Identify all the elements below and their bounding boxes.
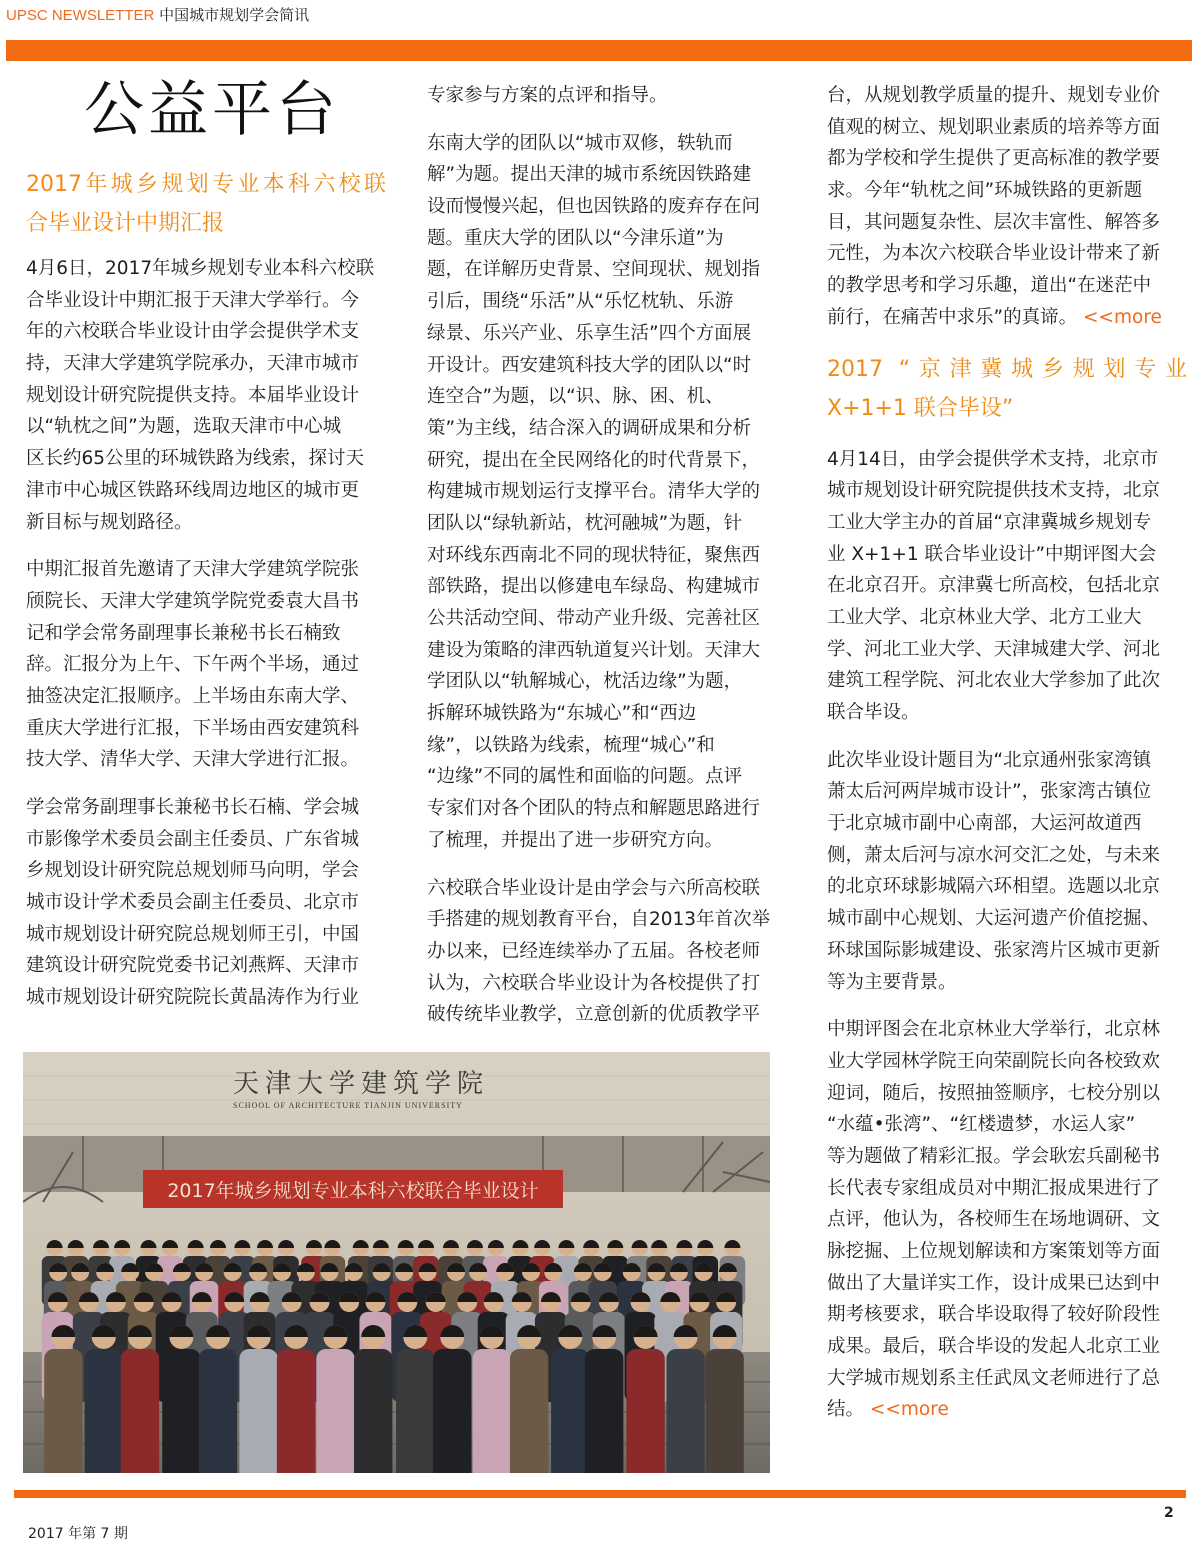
article1-col3_lines-line: 台，从规划教学质量的提升、规划专业价 [827,85,1161,106]
article2-lines-line: 侧，萧太后河与凉水河交汇之处，与未来 [827,844,1161,866]
article1-title-line-2: 合毕业设计中期汇报 [26,211,225,236]
article1-col2_lines-line: 认为，六校联合毕业设计为各校提供了打 [427,972,761,994]
article1-col2_lines-line: 缘”，以铁路为线索，梳理“城心”和 [427,734,715,756]
article1-col2_lines-line: 办以来，已经连续举办了五届。各校老师 [427,940,761,962]
person-body [162,1349,200,1473]
article2-lines-line: 成果。最后，联合毕设的发起人北京工业 [827,1336,1161,1358]
article1-col2_lines-line: 了梳理，并提出了进一步研究方向。 [427,829,724,851]
person-body [199,1349,237,1473]
article1-col2_lines-line: 绿景、乐兴产业、乐享生活”四个方面展 [427,322,752,344]
article2-lines-line: 中期评图会在北京林业大学举行，北京林 [827,1019,1161,1041]
article1-col2_lines-line: 研究，提出在全民网络化的时代背景下， [427,449,761,471]
person-body [85,1349,123,1473]
article1-col2_lines-line: 建设为策略的津西轨道复兴计划。天津大 [427,639,761,661]
article2-more-link[interactable]: <<more [869,1399,949,1421]
building-sign: 天津大学建筑学院 [233,1069,490,1099]
article2-lines-line: 联合毕设。 [827,702,920,723]
group-photo [23,1052,770,1473]
article1-col2_lines-line: 团队以“绿轨新站，枕河融城”为题，针 [427,512,743,534]
article1-col1_lines-line: 辞。汇报分为上午、下午两个半场，通过 [26,654,360,676]
column-left [26,165,386,1014]
article1-col1_lines-line: 津市中心城区铁路环线周边地区的城市更 [26,479,360,501]
article1-col1_lines-line: 市影像学术委员会副主任委员、广东省城 [26,828,360,850]
article1-col2_lines-line: 解”为题。提出天津的城市系统因铁路建 [427,164,752,186]
article2-lines-line: 迎词，随后，按照抽签顺序，七校分别以 [827,1082,1161,1104]
article1-body-part2 [427,80,787,1031]
article1-col1_lines-line: 技大学、清华大学、天津大学进行汇报。 [26,749,360,771]
article2-lines-line: 于北京城市副中心南部，大运河故道西 [827,813,1142,835]
article2-lines-line: 期考核要求，联合毕设取得了较好阶段性 [827,1304,1161,1326]
person-body [705,1349,743,1473]
article1-col2_lines-line: 拆解环城铁路为“东城心”和“西边 [427,703,697,725]
article1-col2_lines-line: 专家们对各个团队的特点和解题思路进行 [427,798,761,820]
article1-col2_lines-line: 开设计。西安建筑科技大学的团队以“时 [427,354,752,376]
article2-lines-line: 大学城市规划系主任武凤文老师进行了总 [827,1367,1161,1389]
article1-col3_lines-line: 目，其问题复杂性、层次丰富性、解答多 [827,211,1161,233]
article1-col2_lines-line: 公共活动空间、带动产业升级、完善社区 [427,608,761,629]
photo-banner-text: 2017年城乡规划专业本科六校联合毕业设计 [167,1180,539,1202]
article1-col1_lines-line: 持，天津大学建筑学院承办，天津市城市 [26,353,360,375]
article1-col2_lines-line: 手搭建的规划教育平台，自2013年首次举 [427,909,771,931]
person-body [239,1349,277,1473]
person-body [396,1349,434,1473]
article2-lines-line: 萧太后河两岸城市设计”，张家湾古镇位 [827,781,1152,803]
article2-body [827,444,1187,1395]
article2-lines-line: 业大学园林学院王向荣副院长向各校致欢 [827,1050,1161,1072]
issue-number: 2017 年第 7 期 [28,1526,128,1542]
article1-col1_lines-line: 新目标与规划路径。 [26,511,193,533]
article1-col1_lines-line: 城市规划设计研究院院长黄晶涛作为行业 [26,987,360,1009]
article1-col1_lines-line: 中期汇报首先邀请了天津大学建筑学院张 [26,559,360,581]
article1-col2_lines-line: 破传统毕业教学，立意创新的优质教学平 [427,1004,761,1026]
building-sign-en: SCHOOL OF ARCHITECTURE TIANJIN UNIVERSITY [233,1101,463,1110]
article1-body-part3 [827,80,1187,302]
section-title: 公益平台 [84,75,340,145]
article1-col1_lines-line: 颀院长、天津大学建筑学院党委袁大昌书 [26,590,360,612]
page-number: 2 [1164,1505,1174,1521]
article2-lines-line: 工业大学主办的首届“京津冀城乡规划专 [827,511,1152,533]
person-body [354,1349,392,1473]
person-body [433,1349,471,1473]
article1-body-part1 [26,253,386,1014]
article2-lines-line: 环球国际影城建设、张家湾片区城市更新 [827,939,1161,961]
article1-col2_lines-line: 题，在详解历史背景、空间现状、规划指 [427,259,761,281]
article1-col2_lines-line: 连空合”为题，以“识、脉、困、机、 [427,386,724,408]
article1-col2_lines-line: 设而慢慢兴起，但也因铁路的废弃存在问 [427,196,761,218]
article1-col1_lines-line: 重庆大学进行汇报，下半场由西安建筑科 [26,717,360,739]
article1-col2_lines-line: 六校联合毕业设计是由学会与六所高校联 [427,877,761,899]
person-body [44,1349,82,1473]
article1-col1_lines-line: 乡规划设计研究院总规划师马向明，学会 [26,860,360,882]
article1-col1_lines-line: 年的六校联合毕业设计由学会提供学术支 [26,321,360,343]
article2-last-line: 结。 <<more [827,1399,949,1421]
article2-lines-line: 做出了大量详实工作，设计成果已达到中 [827,1272,1161,1294]
article1-col2_lines-line: 学团队以“轨解城心，枕活边缘”为题， [427,671,743,693]
person-body [473,1349,511,1473]
article1-col3_lines-line: 求。今年“轨枕之间”环城铁路的更新题 [827,180,1143,202]
column-middle [427,80,787,1031]
article2-lines-line: 长代表专家组成员对中期汇报成果进行了 [827,1177,1161,1199]
article2-title-line-1: 2017 “京津冀城乡规划专业 [827,356,1187,382]
article1-col3_lines-line: 值观的树立、规划职业素质的培养等方面 [827,116,1161,138]
person-body [316,1349,354,1473]
article1-col2_lines-line: 东南大学的团队以“城市双修，轶轨而 [427,132,733,154]
group-photo-illustration [23,1052,770,1473]
article1-col1_lines-line: 建筑设计研究院党委书记刘燕辉、天津市 [26,955,360,977]
article2-lines-line: 等为题做了精彩汇报。学会耿宏兵副秘书 [827,1145,1161,1167]
article1-col1_lines-line: 城市设计学术委员会副主任委员、北京市 [26,892,360,914]
article1-col1_lines-line: 学会常务副理事长兼秘书长石楠、学会城 [26,797,360,818]
top-accent-bar [6,40,1192,61]
newsletter-header [6,4,309,27]
article1-col2_lines-line: 对环线东西南北不同的现状特征，聚焦西 [427,544,761,566]
article1-col1_lines-line: 合毕业设计中期汇报于天津大学举行。今 [26,289,360,311]
article1-col2_lines-line: 构建城市规划运行支撑平台。清华大学的 [427,481,761,503]
article1-col2_lines-line: 部铁路，提出以修建电车绿岛、构建城市 [427,576,761,598]
article2-lines-line: 建筑工程学院、河北农业大学参加了此次 [827,670,1161,692]
article2-lines-line: 4月14日，由学会提供学术支持，北京市 [827,448,1159,470]
article1-col1_lines-line: 区长约65公里的环城铁路为线索，探讨天 [26,448,365,470]
bottom-accent-bar [14,1490,1186,1498]
article2-lines-line: 城市副中心规划、大运河遗产价值挖掘、 [827,908,1161,930]
article2-lines-line: 等为主要背景。 [827,971,957,993]
article1-col1_lines-line: 城市规划设计研究院总规划师王引，中国 [26,923,360,945]
article1-last-line: 前行，在痛苦中求乐”的真谛。 <<more [827,306,1162,328]
newsletter-brand: UPSC NEWSLETTER [6,7,155,24]
article1-col3_lines-line: 都为学校和学生提供了更高标准的教学要 [827,148,1161,170]
article2-lines-line: 此次毕业设计题目为“北京通州张家湾镇 [827,749,1152,771]
article1-title-line-1: 2017年城乡规划专业本科六校联 [26,172,386,197]
article2-lines-line: 城市规划设计研究院提供技术支持，北京 [827,480,1161,502]
person-body [666,1349,704,1473]
person-body [551,1349,589,1473]
article2-title-line-2: X+1+1 联合毕设” [827,395,1014,421]
person-body [277,1349,315,1473]
newsletter-subtitle: 中国城市规划学会简讯 [159,6,310,24]
person-body [510,1349,548,1473]
article1-col2_lines-line: “边缘”不同的属性和面临的问题。点评 [427,766,743,788]
article1-col1_lines-line: 4月6日，2017年城乡规划专业本科六校联 [26,258,375,279]
article1-col1_lines-line: 抽签决定汇报顺序。上半场由东南大学、 [26,685,360,707]
article1-more-link[interactable]: <<more [1082,306,1162,328]
article2-lines-line: 点评，他认为，各校师生在场地调研、文 [827,1209,1161,1231]
article2-lines-line: 工业大学、北京林业大学、北方工业大 [827,606,1142,628]
article1-col2_lines-line: 专家参与方案的点评和指导。 [427,85,668,106]
article1-col2_lines-line: 引后，围绕“乐活”从“乐忆枕轨、乐游 [427,291,734,313]
article1-col1_lines-line: 以“轨枕之间”为题，选取天津市中心城 [26,416,342,438]
article1-col3_lines-line: 的教学思考和学习乐趣，道出“在迷茫中 [827,275,1152,297]
article2-lines-line: 在北京召开。京津冀七所高校，包括北京 [827,575,1161,597]
article2-lines-line: 的北京环球影城隔六环相望。选题以北京 [827,876,1161,898]
article1-col3_lines-line: 元性，为本次六校联合毕业设计带来了新 [827,243,1161,265]
article2-lines-line: 业 X+1+1 联合毕业设计”中期评图大会 [827,543,1157,565]
person-body [585,1349,623,1473]
article2-lines-line: “水蕴•张湾”、“红楼遗梦，水运人家” [827,1114,1136,1136]
article1-col1_lines-line: 记和学会常务副理事长兼秘书长石楠致 [26,622,341,644]
article2-lines-line: 学、河北工业大学、天津城建大学、河北 [827,638,1161,660]
article1-col2_lines-line: 策”为主线，结合深入的调研成果和分析 [427,417,752,439]
article1-col1_lines-line: 规划设计研究院提供支持。本届毕业设计 [26,384,360,406]
person-body [626,1349,664,1473]
article1-col2_lines-line: 题。重庆大学的团队以“今津乐道”为 [427,227,724,249]
article2-lines-line: 脉挖掘、上位规划解读和方案策划等方面 [827,1241,1161,1262]
person-body [121,1349,159,1473]
column-right [827,80,1187,1426]
